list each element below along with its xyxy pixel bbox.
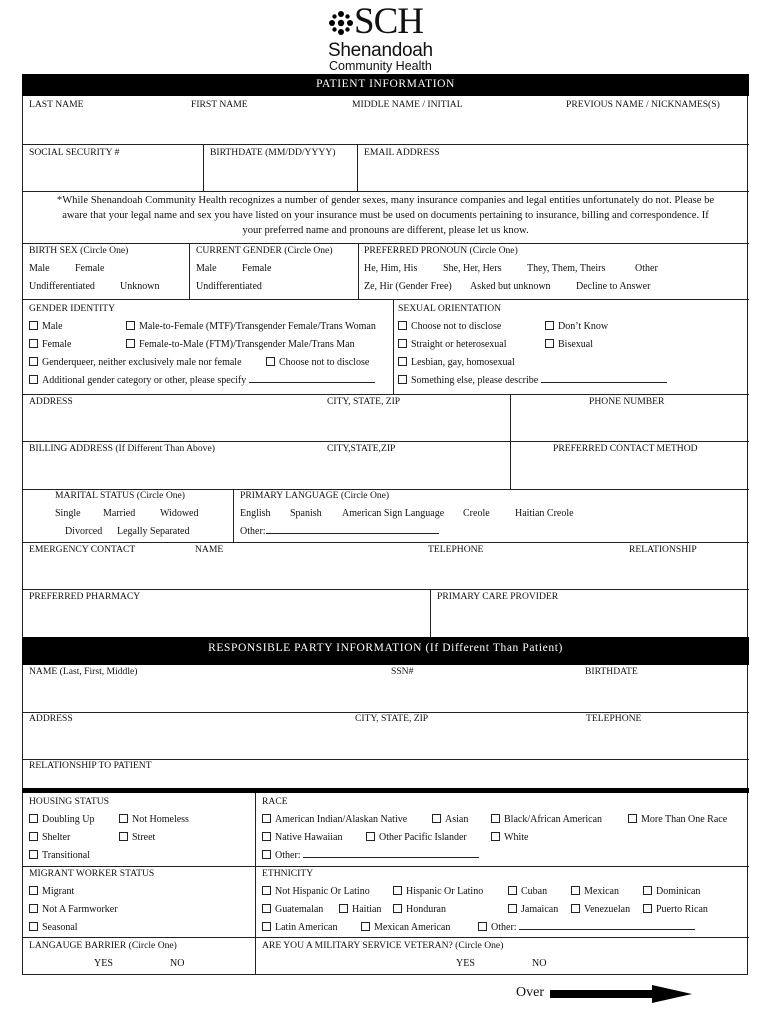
checkbox[interactable]	[126, 339, 135, 348]
checkbox[interactable]	[643, 886, 652, 895]
logo-sub: Community Health	[329, 59, 432, 73]
checkbox[interactable]	[29, 357, 38, 366]
so-straight[interactable]: Straight or heterosexual	[398, 339, 507, 351]
race-asian[interactable]: Asian	[432, 814, 468, 826]
ethnicity-title: ETHNICITY	[262, 868, 314, 879]
last-name-field[interactable]	[23, 112, 748, 144]
emergency-name-label: NAME	[195, 544, 224, 555]
resp-dob-label: BIRTHDATE	[585, 666, 638, 677]
eth-dominican[interactable]: Dominican	[643, 886, 700, 898]
race-other[interactable]: Other:	[262, 850, 479, 862]
checkbox[interactable]	[491, 832, 500, 841]
last-name-label: LAST NAME	[29, 99, 84, 110]
resp-name-field[interactable]	[23, 679, 748, 711]
checkbox[interactable]	[571, 904, 580, 913]
checkbox[interactable]	[628, 814, 637, 823]
patient-info-header: PATIENT INFORMATION	[22, 74, 749, 96]
eth-latin-american[interactable]: Latin American	[262, 922, 337, 934]
birth-sex-undifferentiated[interactable]: Undifferentiated	[29, 281, 95, 292]
eth-other[interactable]: Other:	[478, 922, 695, 934]
eth-hispanic[interactable]: Hispanic Or Latino	[393, 886, 483, 898]
resp-ssn-label: SSN#	[391, 666, 414, 677]
lang-haitian-creole[interactable]: Haitian Creole	[515, 508, 574, 519]
race-pacific-islander[interactable]: Other Pacific Islander	[366, 832, 467, 844]
phone-field[interactable]	[511, 409, 748, 441]
checkbox[interactable]	[508, 886, 517, 895]
veteran-title: ARE YOU A MILITARY SERVICE VETERAN? (Circle One)	[262, 940, 504, 951]
pronoun-ze[interactable]: Ze, Hir (Gender Free)	[364, 281, 452, 292]
migrant-title: MIGRANT WORKER STATUS	[29, 868, 155, 879]
gi-genderqueer[interactable]: Genderqueer, neither exclusively male nor female	[29, 357, 242, 369]
gi-ftm[interactable]: Female-to-Male (FTM)/Transgender Male/Trans Man	[126, 339, 355, 351]
address-label: ADDRESS	[29, 396, 73, 407]
email-field[interactable]	[358, 160, 748, 191]
lang-spanish[interactable]: Spanish	[290, 508, 322, 519]
housing-street[interactable]: Street	[119, 832, 155, 844]
checkbox[interactable]	[262, 832, 271, 841]
resp-name-label: NAME (Last, First, Middle)	[29, 666, 138, 677]
pharmacy-field[interactable]	[23, 604, 429, 636]
pcp-label: PRIMARY CARE PROVIDER	[437, 591, 559, 602]
contact-method-field[interactable]	[511, 456, 748, 488]
responsible-party-header: RESPONSIBLE PARTY INFORMATION (If Different Than Patient)	[22, 637, 749, 665]
emergency-tel-label: TELEPHONE	[428, 544, 484, 555]
pronoun-decline[interactable]: Decline to Answer	[576, 281, 651, 292]
resp-tel-label: TELEPHONE	[586, 713, 642, 724]
housing-doubling-up[interactable]: Doubling Up	[29, 814, 95, 826]
race-title: RACE	[262, 796, 288, 807]
gi-not-disclose[interactable]: Choose not to disclose	[266, 357, 369, 369]
checkbox[interactable]	[478, 922, 487, 931]
emergency-contact-label: EMERGENCY CONTACT	[29, 544, 136, 555]
race-black[interactable]: Black/African American	[491, 814, 602, 826]
checkbox[interactable]	[361, 922, 370, 931]
city-state-zip-label: CITY, STATE, ZIP	[327, 396, 401, 407]
eth-guatemalan[interactable]: Guatemalan	[262, 904, 323, 916]
current-gender-male[interactable]: Male	[196, 263, 217, 274]
logo-mark-icon	[328, 10, 354, 36]
checkbox[interactable]	[119, 832, 128, 841]
emergency-rel-label: RELATIONSHIP	[629, 544, 697, 555]
lang-other-field[interactable]	[266, 533, 439, 534]
marital-married[interactable]: Married	[103, 508, 136, 519]
so-something-else[interactable]: Something else, please describe	[398, 375, 667, 387]
veteran-yes[interactable]: YES	[456, 958, 475, 969]
notice-line-3: your preferred name and pronouns are different, please let us know.	[242, 225, 529, 236]
checkbox[interactable]	[29, 922, 38, 931]
address-field[interactable]	[23, 409, 509, 441]
checkbox[interactable]	[29, 814, 38, 823]
checkbox[interactable]	[643, 904, 652, 913]
eth-puerto-rican[interactable]: Puerto Rican	[643, 904, 708, 916]
veteran-no[interactable]: NO	[532, 958, 547, 969]
emergency-contact-field[interactable]	[23, 557, 748, 589]
eth-cuban[interactable]: Cuban	[508, 886, 547, 898]
checkbox[interactable]	[398, 339, 407, 348]
checkbox[interactable]	[393, 904, 402, 913]
checkbox[interactable]	[29, 339, 38, 348]
current-gender-female[interactable]: Female	[242, 263, 272, 274]
checkbox[interactable]	[339, 904, 348, 913]
eth-not-hispanic[interactable]: Not Hispanic Or Latino	[262, 886, 370, 898]
checkbox[interactable]	[29, 321, 38, 330]
migrant-seasonal[interactable]: Seasonal	[29, 922, 78, 934]
checkbox[interactable]	[29, 904, 38, 913]
barrier-title: LANGAUGE BARRIER (Circle One)	[29, 940, 177, 951]
lang-asl[interactable]: American Sign Language	[342, 508, 445, 519]
so-describe-field[interactable]	[541, 382, 667, 383]
checkbox[interactable]	[571, 886, 580, 895]
checkbox[interactable]	[432, 814, 441, 823]
checkbox[interactable]	[29, 850, 38, 859]
resp-rel-label: RELATIONSHIP TO PATIENT	[29, 760, 152, 771]
pronoun-other[interactable]: Other	[635, 263, 658, 274]
pronoun-he[interactable]: He, Him, His	[364, 263, 418, 274]
language-title: PRIMARY LANGUAGE (Circle One)	[240, 490, 390, 501]
gi-male[interactable]: Male	[29, 321, 63, 333]
race-other-field[interactable]	[303, 857, 479, 858]
birth-sex-female[interactable]: Female	[75, 263, 105, 274]
arrow-right-icon	[550, 985, 692, 1003]
pronoun-she[interactable]: She, Her, Hers	[443, 263, 502, 274]
marital-separated[interactable]: Legally Separated	[117, 526, 190, 537]
gi-female[interactable]: Female	[29, 339, 71, 351]
pronoun-asked[interactable]: Asked but unknown	[470, 281, 551, 292]
lang-other[interactable]: Other:	[240, 526, 439, 538]
checkbox[interactable]	[262, 922, 271, 931]
phone-label: PHONE NUMBER	[589, 396, 665, 407]
housing-shelter[interactable]: Shelter	[29, 832, 70, 844]
eth-other-field[interactable]	[519, 929, 695, 930]
so-dont-know[interactable]: Don’t Know	[545, 321, 608, 333]
eth-mexican[interactable]: Mexican	[571, 886, 619, 898]
gender-identity-title: GENDER IDENTITY	[29, 303, 116, 314]
ssn-field[interactable]	[23, 160, 202, 191]
checkbox[interactable]	[119, 814, 128, 823]
checkbox[interactable]	[508, 904, 517, 913]
gi-mtf[interactable]: Male-to-Female (MTF)/Transgender Female/Trans Woman	[126, 321, 376, 333]
birth-sex-title: BIRTH SEX (Circle One)	[29, 245, 129, 256]
checkbox[interactable]	[398, 375, 407, 384]
current-gender-undifferentiated[interactable]: Undifferentiated	[196, 281, 262, 292]
logo-name: Shenandoah	[328, 40, 433, 61]
eth-mexican-american[interactable]: Mexican American	[361, 922, 450, 934]
gi-specify-field[interactable]	[249, 382, 375, 383]
contact-method-label: PREFERRED CONTACT METHOD	[553, 443, 698, 454]
gender-notice	[22, 193, 749, 238]
pronoun-title: PREFERRED PRONOUN (Circle One)	[364, 245, 518, 256]
barrier-no[interactable]: NO	[170, 958, 185, 969]
race-more-than-one[interactable]: More Than One Race	[628, 814, 727, 826]
housing-transitional[interactable]: Transitional	[29, 850, 90, 862]
birthdate-field[interactable]	[204, 160, 356, 191]
billing-address-label: BILLING ADDRESS (If Different Than Above)	[29, 443, 215, 454]
checkbox[interactable]	[126, 321, 135, 330]
logo	[328, 1, 448, 73]
over-label: Over	[516, 985, 544, 1000]
lang-creole[interactable]: Creole	[463, 508, 490, 519]
resp-address-field[interactable]	[23, 726, 748, 758]
checkbox[interactable]	[262, 904, 271, 913]
pronoun-they[interactable]: They, Them, Theirs	[527, 263, 606, 274]
gi-additional[interactable]: Additional gender category or other, please specify	[29, 375, 375, 387]
lang-english[interactable]: English	[240, 508, 271, 519]
notice-line-2: aware that your legal name and sex you have listed on your insurance must be used on documents pertaining to insurance, billing and correspondence. If	[62, 210, 709, 221]
race-native-hawaiian[interactable]: Native Hawaiian	[262, 832, 342, 844]
resp-csz-label: CITY, STATE, ZIP	[355, 713, 429, 724]
middle-name-label: MIDDLE NAME / INITIAL	[352, 99, 463, 110]
previous-name-label: PREVIOUS NAME / NICKNAMES(S)	[566, 99, 720, 110]
resp-address-label: ADDRESS	[29, 713, 73, 724]
eth-haitian[interactable]: Haitian	[339, 904, 381, 916]
orientation-title: SEXUAL ORIENTATION	[398, 303, 502, 314]
migrant-not-farmworker[interactable]: Not A Farmworker	[29, 904, 118, 916]
barrier-yes[interactable]: YES	[94, 958, 113, 969]
checkbox[interactable]	[545, 321, 554, 330]
so-bisexual[interactable]: Bisexual	[545, 339, 593, 351]
eth-honduran[interactable]: Honduran	[393, 904, 446, 916]
birth-sex-unknown[interactable]: Unknown	[120, 281, 160, 292]
checkbox[interactable]	[398, 321, 407, 330]
birth-sex-male[interactable]: Male	[29, 263, 50, 274]
eth-jamaican[interactable]: Jamaican	[508, 904, 558, 916]
section-divider	[22, 788, 749, 793]
checkbox[interactable]	[29, 832, 38, 841]
billing-csz-label: CITY,STATE,ZIP	[327, 443, 396, 454]
checkbox[interactable]	[266, 357, 275, 366]
race-white[interactable]: White	[491, 832, 528, 844]
checkbox[interactable]	[29, 886, 38, 895]
migrant-migrant[interactable]: Migrant	[29, 886, 74, 898]
resp-rel-field[interactable]	[23, 773, 748, 787]
marital-divorced[interactable]: Divorced	[65, 526, 103, 537]
marital-single[interactable]: Single	[55, 508, 81, 519]
housing-title: HOUSING STATUS	[29, 796, 109, 807]
checkbox[interactable]	[491, 814, 500, 823]
so-not-disclose[interactable]: Choose not to disclose	[398, 321, 501, 333]
birthdate-label: BIRTHDATE (MM/DD/YYYY)	[210, 147, 336, 158]
checkbox[interactable]	[29, 375, 38, 384]
pharmacy-label: PREFERRED PHARMACY	[29, 591, 141, 602]
marital-widowed[interactable]: Widowed	[160, 508, 199, 519]
billing-address-field[interactable]	[23, 456, 509, 488]
checkbox[interactable]	[366, 832, 375, 841]
notice-line-1: *While Shenandoah Community Health recognizes a number of gender sexes, many insurance companies and legal entities unfortunately do not. Please be	[56, 195, 715, 206]
email-label: EMAIL ADDRESS	[364, 147, 440, 158]
checkbox[interactable]	[545, 339, 554, 348]
checkbox[interactable]	[393, 886, 402, 895]
so-lesbian-gay[interactable]: Lesbian, gay, homosexual	[398, 357, 515, 369]
housing-not-homeless[interactable]: Not Homeless	[119, 814, 189, 826]
checkbox[interactable]	[262, 886, 271, 895]
pcp-field[interactable]	[431, 604, 748, 636]
checkbox[interactable]	[398, 357, 407, 366]
eth-venezuelan[interactable]: Venezuelan	[571, 904, 630, 916]
current-gender-title: CURRENT GENDER (Circle One)	[196, 245, 333, 256]
checkbox[interactable]	[262, 814, 271, 823]
race-american-indian[interactable]: American Indian/Alaskan Native	[262, 814, 407, 826]
first-name-label: FIRST NAME	[191, 99, 248, 110]
ssn-label: SOCIAL SECURITY #	[29, 147, 120, 158]
marital-title: MARITAL STATUS (Circle One)	[55, 490, 186, 501]
checkbox[interactable]	[262, 850, 271, 859]
logo-mark: SCH	[354, 1, 423, 42]
